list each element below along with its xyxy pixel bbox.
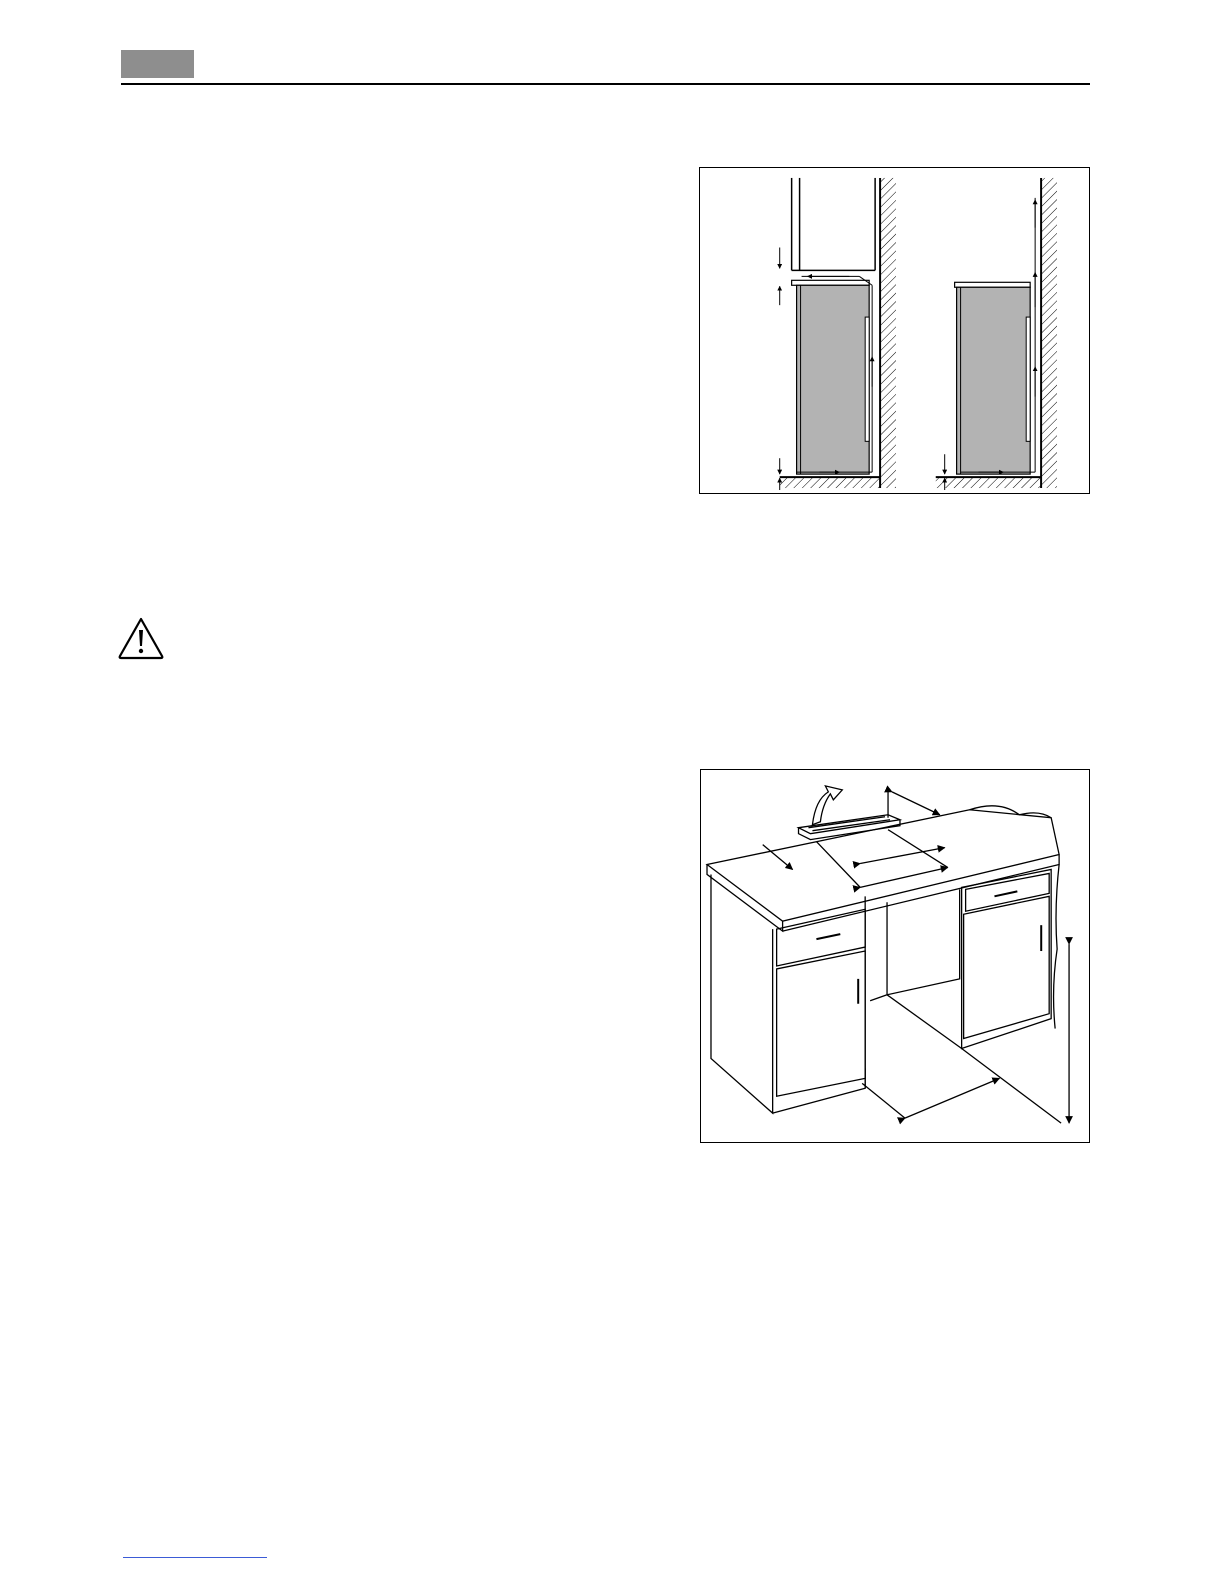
left-installation: [780, 178, 896, 490]
under-counter-installation-diagram: [700, 769, 1090, 1143]
header-section-tab: [121, 50, 194, 78]
warning-triangle-icon: [117, 616, 165, 660]
ventilation-airflow-diagram: [699, 167, 1090, 494]
right-installation: [936, 178, 1057, 490]
footer-link-underline[interactable]: [123, 1557, 267, 1558]
header-rule: [121, 83, 1090, 85]
